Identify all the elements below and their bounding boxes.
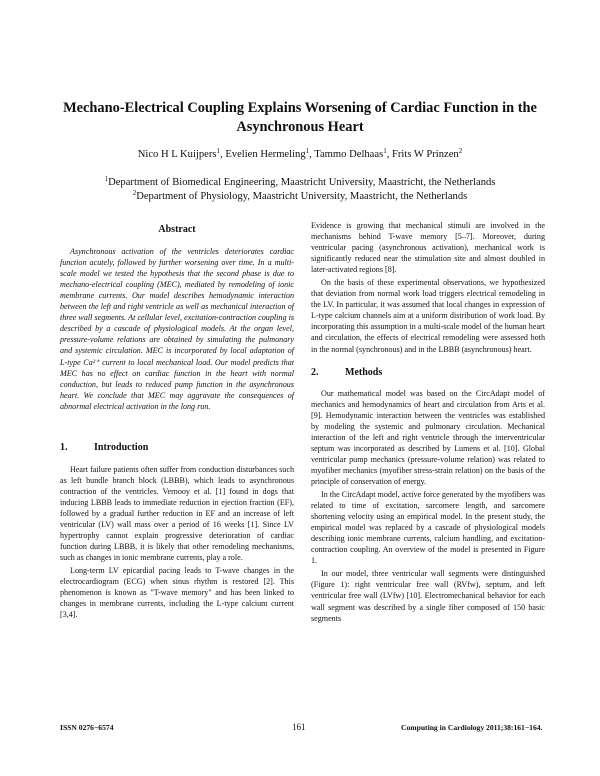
affiliation-line (40, 190, 560, 204)
affiliation-list (40, 176, 560, 204)
body-paragraph: Evidence is growing that mechanical stimuli are involved in the mechanisms behind T-wave memory [5–7]. Moreover, during ventricular pacing (asynchronous activation), mechanical work is significantly reduced near the stimulation site and almost doubled in later-activated regions [8]. (311, 221, 545, 275)
title-line-2: Asynchronous Heart (236, 119, 364, 135)
left-column (60, 220, 294, 622)
body-paragraph: Our mathematical model was based on the CircAdapt model of mechanics and hemodynamics of heart and circulation from Arts et al. [9]. Hemodynamic interaction between the ventricles was established by modeling the systemic and pulmonary circulation. Mechanical interaction of the left and right ventricle through the interventricular septum was incorporated as described by Lumens et al. [10]. Global ventricular pump mechanics (pressure-volume relation) was related to myofiber mechanics (myofiber stress-strain relation) on the basis of the principle of conservation of energy. (311, 388, 545, 486)
affiliation-text: Department of Biomedical Engineering, Maastricht University, Maastricht, the Netherlands (108, 177, 496, 188)
author-affiliation-mark: 1 (383, 147, 387, 155)
body-paragraph: In our model, three ventricular wall segments were distinguished (Figure 1): right ventricular free wall (RVfw), septum, and left ventricular free wall (LVfw) [10]. Electromechanical behavior for each wall segment was described by a single fiber composed of 150 basic segments (311, 569, 545, 623)
author-affiliation-mark: 1 (305, 147, 310, 155)
affiliation-text: Department of Physiology, Maastricht University, Maastricht, the Netherlands (136, 191, 468, 202)
author-name: Nico H L Kuijpers (137, 149, 217, 160)
affiliation-line (40, 176, 560, 190)
affiliation-mark: 1 (104, 175, 109, 183)
author-list: Nico H L Kuijpers$^1$, Evelien Hermeling$^1$, Tammo Delhaas$^1$, Frits W Prinzen$^2$ (137, 147, 463, 160)
abstract-text: Asynchronous activation of the ventricles deteriorates cardiac function acutely, followed by further worsening over time. In a multi-scale model we tested the hypothesis that the second phase is due to mechano-electrical coupling (MEC), mediated by remodeling of ionic membrane currents. Our model describes hemodynamic interaction between the left and right ventricle as well as mechanical interaction of three wall segments. At cellular level, excitation-contraction coupling is described by a cascade of physiological models. At the organ level, pressure-volume relations are obtained by simulating the pulmonary and systemic circulation. MEC is incorporated by local adaptation of L-type Ca²⁺ current to local mechanical load. Our model predicts that MEC has no effect on cardiac function in the heart with normal conduction, but leads to reduced pump function in the asynchronous heart. We conclude that MEC may aggravate the consequences of abnormal electrical activation in the long run. (60, 247, 294, 411)
footer-journal-citation: Computing in Cardiology 2011;38:161−164. (401, 723, 543, 732)
body-paragraph: Heart failure patients often suffer from conduction disturbances such as left bundle branch block (LBBB), which leads to asynchronous contraction of the ventricles. Vernooy et al. [1] found in dogs that inducing LBBB leads to immediate reduction in ejection fraction (EF), followed by a gradual further reduction in EF and an increase of left ventricular (LV) wall mass over a period of 16 weeks [1]. Since LV hypertrophy cannot explain progressive deterioration of cardiac function during LBBB, it is likely that other remodeling mechanisms, such as changes in ionic membrane currents, play a role. (60, 464, 294, 563)
author-affiliation-mark: 2 (458, 147, 463, 155)
footer-issn: ISSN 0276−6574 (60, 723, 114, 732)
body-paragraph: In the CircAdapt model, active force generated by the myofibers was related to time of excitation, sarcomere length, and sarcomere shortening velocity using an empirical model. In the present study, the empirical model was replaced by a cascade of physiological models describing ionic membrane currents, calcium handling, and excitation-contraction coupling. An overview of the model is presented in Figure 1. (311, 490, 545, 566)
page-number: 161 (292, 722, 306, 732)
title-line-1: Mechano-Electrical Coupling Explains Worsening of Cardiac Function in the (63, 100, 537, 116)
right-column (311, 220, 545, 626)
abstract-heading: Abstract (158, 224, 196, 235)
section-number: 2. (311, 366, 319, 378)
body-paragraph: On the basis of these experimental observations, we hypothesized that deviation from normal work load triggers electrical remodeling in the LV. In particular, it was assumed that local changes in expression of L-type calcium channels aim at a uniform distribution of work load. By incorporating this assumption in a multi-scale model of the human heart and circulation, the effects of electrical remodeling were assessed both in the normal (synchronous) and in the LBBB (asynchronous) heart. (311, 278, 545, 354)
section-title: Introduction (94, 441, 149, 453)
introduction-heading (60, 442, 294, 453)
body-paragraph: Long-term LV epicardial pacing leads to T-wave changes in the electrocardiogram (ECG) when sinus rhythm is restored [2]. This phenomenon is known as "T-wave memory" and has been linked to changes in membrane currents, including the L-type calcium current [3,4]. (60, 566, 294, 620)
affiliation-mark: 2 (132, 189, 137, 197)
methods-heading (311, 367, 545, 378)
section-title: Methods (345, 366, 383, 378)
author-name: Tammo Delhaas (314, 149, 384, 160)
section-number: 1. (60, 441, 68, 453)
author-name: Evelien Hermeling (225, 149, 306, 160)
author-affiliation-mark: 1 (216, 147, 221, 155)
paper-title (40, 99, 560, 137)
author-name: Frits W Prinzen (392, 149, 459, 160)
